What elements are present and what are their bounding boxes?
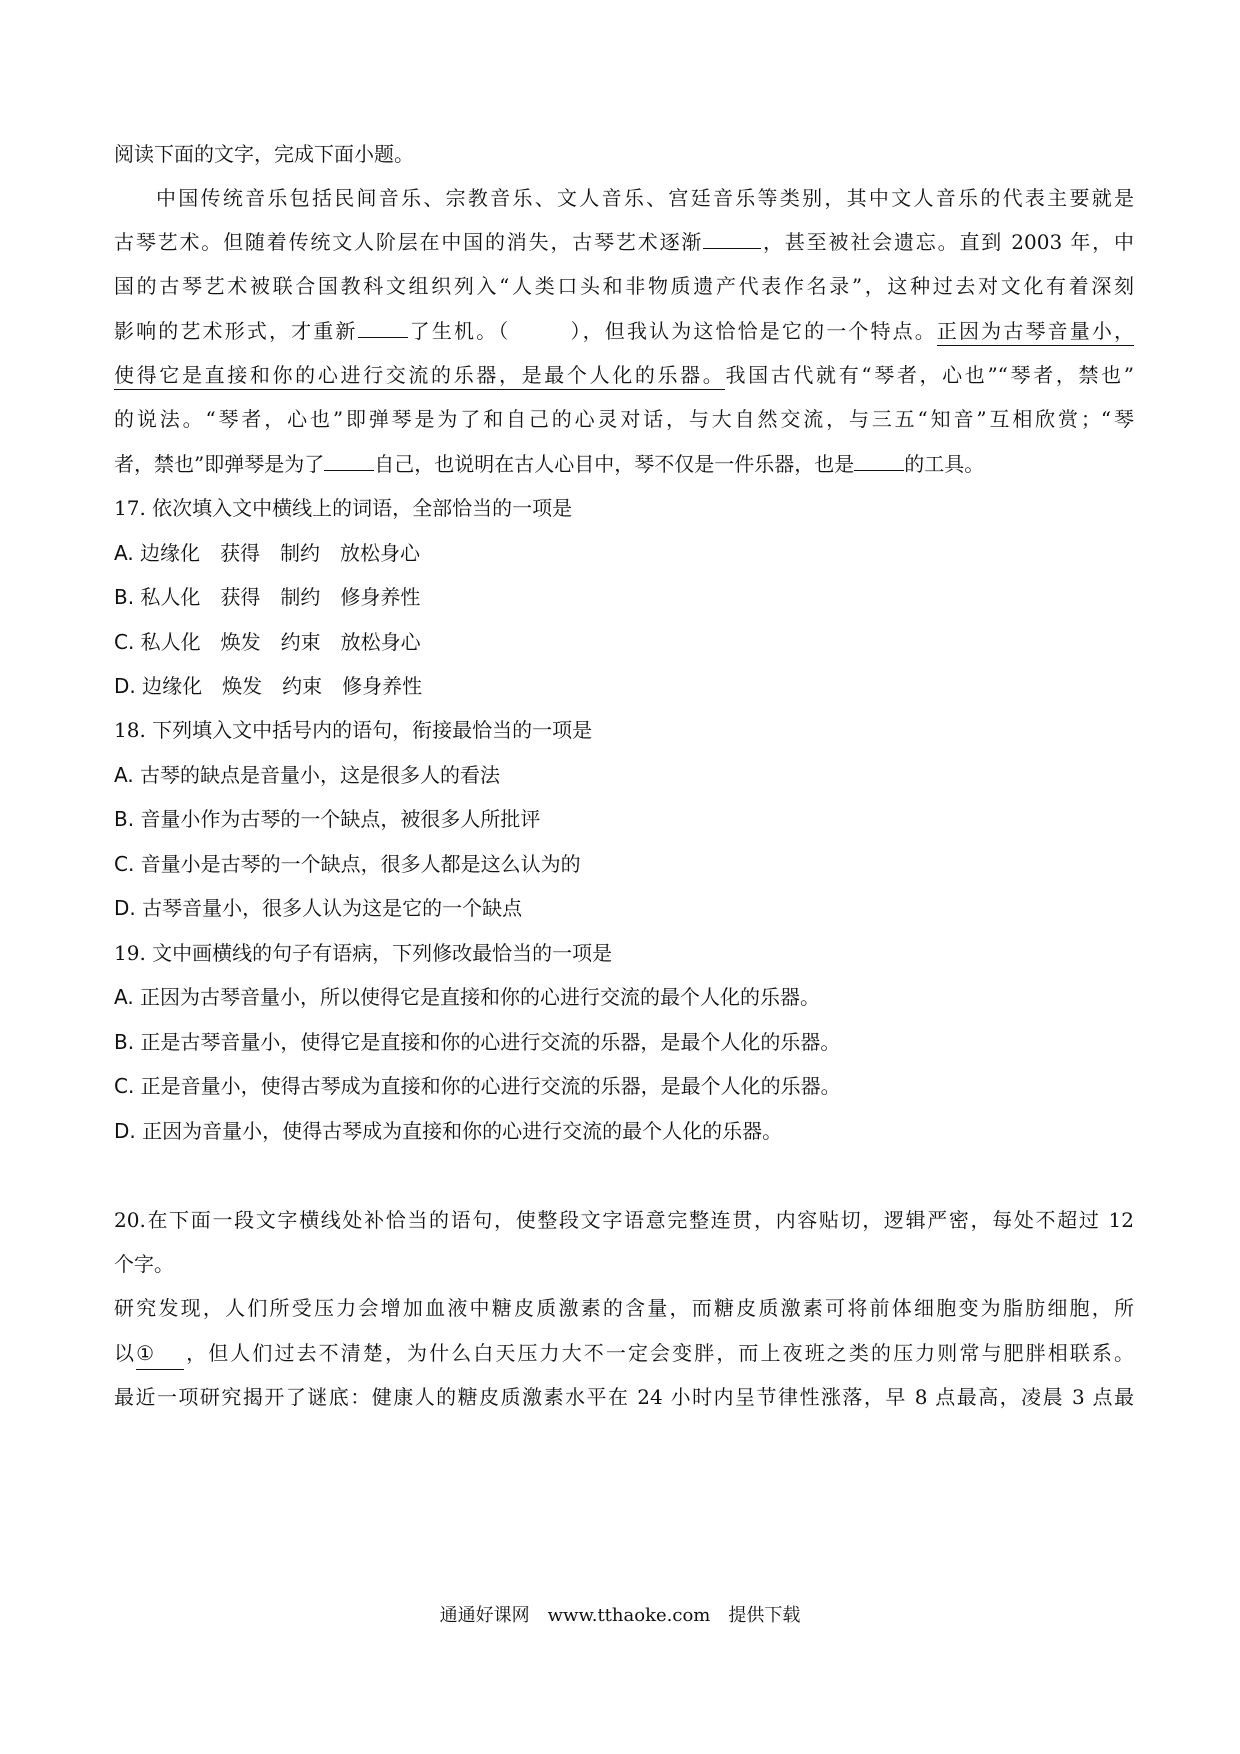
question-stem: 个字。 <box>114 1252 174 1276</box>
passage-text: 我国古代就有“琴者，心也”“琴者，禁也” <box>725 363 1135 387</box>
passage-text: 古琴艺术。但随着传统文人阶层在中国的消失，古琴艺术逐渐 <box>114 230 704 254</box>
blank-4 <box>854 448 904 471</box>
question-stem: 20.在下面一段文字横线处补恰当的语句，使整段文字语意完整连贯，内容贴切，逻辑严密，每处不超过 12 <box>114 1208 1134 1232</box>
option-a: A. 边缘化 获得 制约 放松身心 <box>114 541 421 565</box>
question-stem: 18. 下列填入文中括号内的语句，衔接最恰当的一项是 <box>114 718 593 742</box>
passage-line: 研究发现，人们所受压力会增加血液中糖皮质激素的含量，而糖皮质激素可将前体细胞变为脂肪细胞，所 <box>114 1296 1134 1320</box>
question-stem: 17. 依次填入文中横线上的词语，全部恰当的一项是 <box>114 496 573 520</box>
passage-text: 了生机。（ <box>407 319 511 343</box>
passage-line: 最近一项研究揭开了谜底：健康人的糖皮质激素水平在 24 小时内呈节律性涨落，早 8 点最高，凌晨 3 点最 <box>114 1385 1134 1409</box>
option-d: D. 正因为音量小，使得古琴成为直接和你的心进行交流的最个人化的乐器。 <box>114 1119 783 1143</box>
underlined-sentence: 正因为古琴音量小， <box>937 319 1134 346</box>
passage-line <box>114 1337 1134 1370</box>
passage-line <box>114 226 1134 258</box>
passage-text: 以 <box>114 1341 137 1365</box>
option-a: A. 古琴的缺点是音量小，这是很多人的看法 <box>114 763 501 787</box>
blank-3 <box>324 448 374 471</box>
blank-circle-1: ① <box>136 1337 184 1370</box>
question-stem: 19. 文中画横线的句子有语病，下列修改最恰当的一项是 <box>114 941 613 965</box>
passage-text: 的工具。 <box>904 452 985 476</box>
passage-line: 国的古琴艺术被联合国教科文组织列入“人类口头和非物质遗产代表作名录”，这种过去对文化有着深刻 <box>114 274 1134 298</box>
passage-line <box>114 448 1134 480</box>
passage-line <box>114 359 1134 391</box>
option-b: B. 私人化 获得 制约 修身养性 <box>114 585 421 609</box>
option-b: B. 音量小作为古琴的一个缺点，被很多人所批评 <box>114 807 541 831</box>
page-footer: 通通好课网 www.tthaoke.com 提供下载 <box>439 1605 801 1626</box>
option-b: B. 正是古琴音量小，使得它是直接和你的心进行交流的乐器，是最个人化的乐器。 <box>114 1030 841 1054</box>
passage-text: ，但人们过去不清楚，为什么白天压力大不一定会变胖，而上夜班之类的压力则常与肥胖相联系。 <box>184 1341 1135 1365</box>
passage-line: 中国传统音乐包括民间音乐、宗教音乐、文人音乐、宫廷音乐等类别，其中文人音乐的代表主要就是 <box>156 186 1134 210</box>
instruction: 阅读下面的文字，完成下面小题。 <box>114 142 414 166</box>
passage-text: ，甚至被社会遗忘。直到 2003 年，中 <box>761 230 1134 254</box>
option-c: C. 音量小是古琴的一个缺点，很多人都是这么认为的 <box>114 852 581 876</box>
option-c: C. 正是音量小，使得古琴成为直接和你的心进行交流的乐器，是最个人化的乐器。 <box>114 1074 841 1098</box>
passage-text: 者，禁也”即弹琴是为了 <box>114 452 325 476</box>
option-d: D. 古琴音量小，很多人认为这是它的一个缺点 <box>114 896 523 920</box>
option-d: D. 边缘化 焕发 约束 修身养性 <box>114 674 423 698</box>
blank-2 <box>358 315 408 338</box>
passage-text: ），但我认为这恰恰是它的一个特点。 <box>568 319 937 343</box>
passage-line <box>114 315 1134 347</box>
underlined-sentence: 使得它是直接和你的心进行交流的乐器，是最个人化的乐器。 <box>114 363 725 390</box>
passage-text: 影响的艺术形式，才重新 <box>114 319 358 343</box>
passage-text: 自己，也说明在古人心目中，琴不仅是一件乐器，也是 <box>374 452 855 476</box>
blank-1 <box>703 226 761 249</box>
option-a: A. 正因为古琴音量小，所以使得它是直接和你的心进行交流的最个人化的乐器。 <box>114 985 821 1009</box>
option-c: C. 私人化 焕发 约束 放松身心 <box>114 630 421 654</box>
passage-line: 的说法。“琴者，心也”即弹琴是为了和自己的心灵对话，与大自然交流，与三五“知音”互相欣赏；“琴 <box>114 407 1134 431</box>
